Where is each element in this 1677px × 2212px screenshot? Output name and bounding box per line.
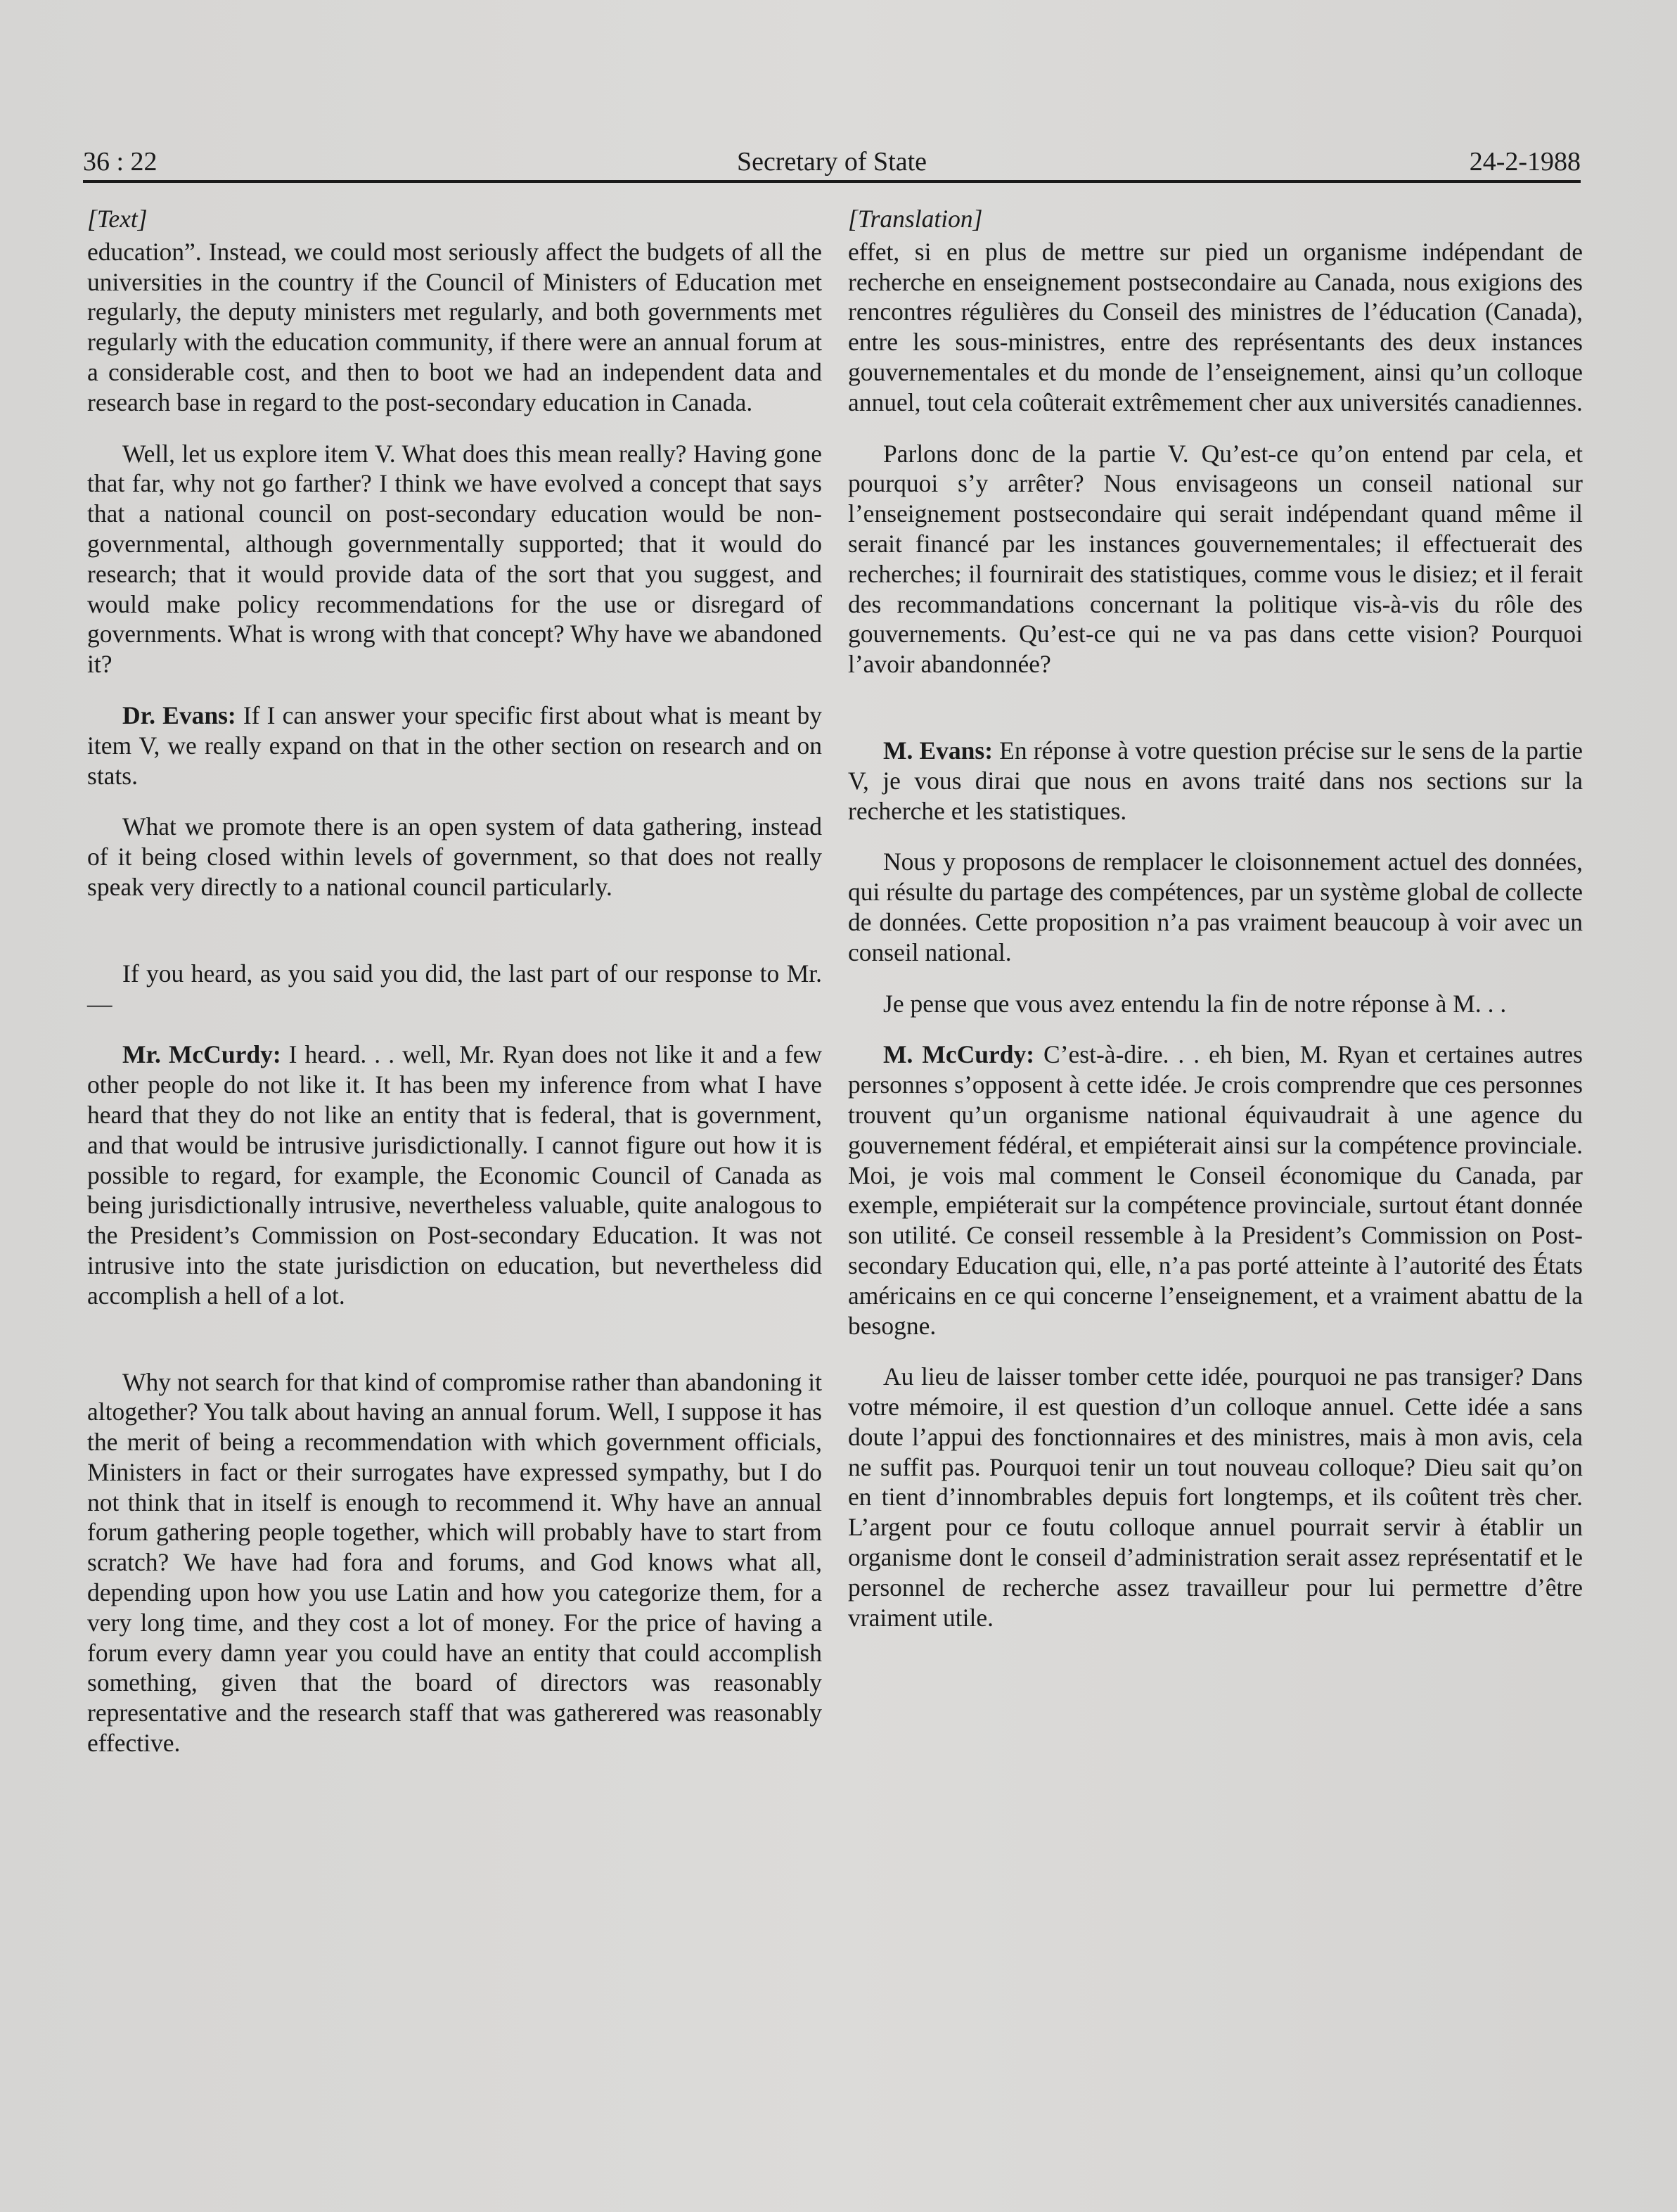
header-title: Secretary of State: [736, 147, 927, 177]
header-date: 24-2-1988: [1469, 147, 1581, 177]
column-label: [Text]: [87, 205, 148, 233]
speech-text: I heard. . . well, Mr. Ryan does not like it and a few other people do not like it. It has been my inference from what I have heard that they do not like an entity that is federal, that is government, and that would be intrusive jurisdictionally. I cannot figure out how it is possible to regard, for example, the Economic Council of Canada as being jurisdictionally intrusive, nevertheless valuable, quite analogous to the President’s Commission on Post-secondary Education. It was not intrusive into the state jurisdiction on education, but nevertheless did accomplish a hell of a lot.: [87, 1040, 822, 1310]
speaker-name: M. Evans:: [883, 736, 994, 765]
english-column: [87, 204, 822, 1779]
column-label-text: Translation: [857, 205, 973, 233]
speech-text: En réponse à votre question précise sur le sens de la partie V, je vous dirai que nous en avons traité dans nos sections sur la recherche et les statistiques.: [848, 736, 1583, 825]
speech-text: C’est-à-dire. . . eh bien, M. Ryan et certaines autres personnes s’opposent à cette idée. Je crois comprendre que ces personnes trouvent qu’un organisme national équivaudrait à une agence du gouvernement fédéral, et empiéterait ainsi sur la compétence provinciale. Moi, je vois mal comment le Conseil économique du Canada, par exemple, empiéterait sur la compétence provinciale, surtout étant donnée son utilité. Ce conseil ressemble à la President’s Commission on Post-secondary Education qui, elle, n’a pas porté atteinte à l’autorité des États américains en ce qui concerne l’enseignement, et a vraiment abattu de la besogne.: [848, 1040, 1583, 1340]
column-label-text: Text: [96, 205, 138, 233]
column-label: [Translation]: [848, 205, 983, 233]
paragraph: [87, 701, 822, 791]
paragraph: Au lieu de laisser tomber cette idée, pourquoi ne pas transiger? Dans votre mémoire, il est question d’un colloque annuel. Cette idée a sans doute l’appui des fonctionnaires et des ministres, mais à mon avis, cela ne suffit pas. Pourquoi tenir un tout nouveau colloque? Dieu sait qu’on en tient d’innombrables depuis fort longtemps, et ils coûtent très cher. L’argent pour ce foutu colloque annuel pourrait servir à établir un organisme dont le conseil d’administration serait assez représentatif et le personnel de recherche assez travailleur pour lui permettre d’être vraiment utile.: [848, 1362, 1583, 1632]
paragraph: If you heard, as you said you did, the last part of our response to Mr.—: [87, 959, 822, 1018]
paragraph: Nous y proposons de remplacer le cloisonnement actuel des données, qui résulte du partage des compétences, par un système global de collecte de données. Cette proposition n’a pas vraiment beaucoup à voir avec un conseil national.: [848, 848, 1583, 966]
paragraph: Well, let us explore item V. What does this mean really? Having gone that far, why not go farther? I think we have evolved a concept that says that a national council on post-secondary education would be non-governmental, although governmentally supported; that it would do research; that it would provide data of the sort that you suggest, and would make policy recommendations for the use or disregard of governments. What is wrong with that concept? Why have we abandoned it?: [87, 439, 822, 679]
speaker-name: Dr. Evans:: [122, 701, 236, 729]
paragraph: [87, 1040, 822, 1310]
paragraph: effet, si en plus de mettre sur pied un organisme indépendant de recherche en enseignement postsecondaire au Canada, nous exigions des rencontres régulières du Conseil des ministres de l’éducation (Canada), entre les sous-ministres, entre des représentants des deux instances gouvernementales et du monde de l’enseignement, ainsi qu’un colloque annuel, tout cela coûterait extrêmement cher aux universités canadiennes.: [848, 237, 1583, 416]
paragraph: Je pense que vous avez entendu la fin de notre réponse à M. . .: [883, 989, 1507, 1018]
speech-text: If I can answer your specific first about what is meant by item V, we really expand on that in the other section on research and on stats.: [87, 701, 822, 790]
speaker-name: Mr. McCurdy:: [122, 1040, 281, 1069]
header-rule: [83, 180, 1581, 183]
page-number: 36 : 22: [83, 147, 158, 177]
paragraph: [848, 736, 1583, 826]
paragraph: [848, 1040, 1583, 1341]
paragraph: education”. Instead, we could most seriously affect the budgets of all the universities in the country if the Council of Ministers of Education met regularly, the deputy ministers met regularly, and both governments met regularly with the education community, if there were an annual forum at a considerable cost, and then to boot we had an independent data and research base in regard to the post-secondary education in Canada.: [87, 237, 822, 416]
paragraph: What we promote there is an open system of data gathering, instead of it being closed within levels of government, so that does not really speak very directly to a national council particularly.: [87, 812, 822, 901]
french-column: [848, 204, 1583, 1654]
paragraph: Why not search for that kind of compromise rather than abandoning it altogether? You talk about having an annual forum. Well, I suppose it has the merit of being a recommendation with which government officials, Ministers in fact or their surrogates have expressed sympathy, but I do not think that in itself is enough to recommend it. Why have an annual forum gathering people together, which will probably have to start from scratch? We have had fora and forums, and God knows what all, depending upon how you use Latin and how you categorize them, for a very long time, and they cost a lot of money. For the price of having a forum every damn year you could have an entity that could accomplish something, given that the board of directors was reasonably representative and the research staff that was gatherered was reasonably effective.: [87, 1367, 822, 1758]
speaker-name: M. McCurdy:: [883, 1040, 1035, 1069]
paragraph: Parlons donc de la partie V. Qu’est-ce qu’on entend par cela, et pourquoi s’y arrêter? Nous envisageons un conseil national sur l’enseignement postsecondaire qui serait indépendant quand même il serait financé par les instances gouvernementales; il effectuerait des recherches; il fournirait des statistiques, comme vous le disiez; et il ferait des recommandations concernant la politique vis-à-vis du rôle des gouvernements. Qu’est-ce qui ne va pas dans cette vision? Pourquoi l’avoir abandonnée?: [848, 439, 1583, 679]
